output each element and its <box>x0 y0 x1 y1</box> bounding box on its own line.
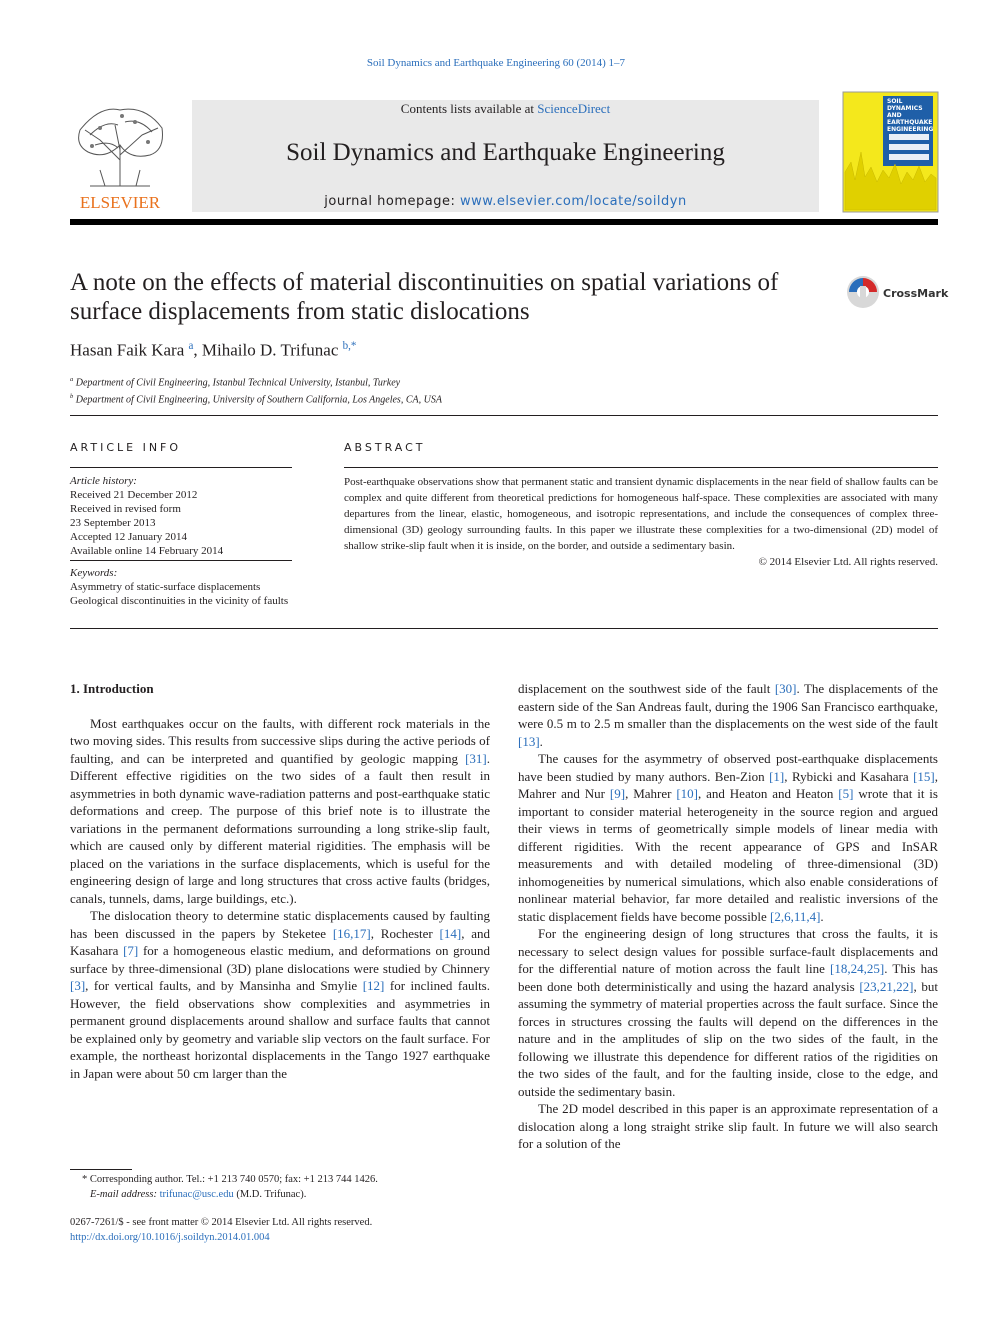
section-heading: 1. Introduction <box>70 681 154 696</box>
history-item: 23 September 2013 <box>70 517 156 529</box>
citation-link[interactable]: [2,6,11,4] <box>769 908 821 924</box>
keywords-label: Keywords: <box>70 567 118 579</box>
divider <box>70 467 292 468</box>
author-name: Mihailo D. Trifunac <box>201 340 339 360</box>
history-item: Available online 14 February 2014 <box>70 545 224 557</box>
doi-link[interactable]: http://dx.doi.org/10.1016/j.soildyn.2014.01.004 <box>70 1231 270 1243</box>
citation-link[interactable]: [7] <box>123 943 139 958</box>
paragraph-text: . This has been done both deterministically and using the hazard analysis <box>518 961 938 994</box>
citation-link[interactable]: [1] <box>769 768 785 784</box>
journal-title: Soil Dynamics and Earthquake Engineering <box>286 139 725 166</box>
paragraph-text: , Rybicki and Kasahara <box>784 768 914 784</box>
paragraph-text: Most earthquakes occur on the faults, with different rock materials in the two moving sides. This results from successive slips during the active periods of faulting, and can be interpreted and quantified by geologic mapping <box>70 715 490 766</box>
citation-link[interactable]: [13] <box>518 733 540 749</box>
paragraph-text: , Mahrer and Nur <box>518 768 939 801</box>
abstract-heading: ABSTRACT <box>344 441 426 454</box>
paragraph-text: , for vertical faults, and by Mansinha and Smylie <box>85 978 363 993</box>
body-column-left <box>70 680 490 1082</box>
citation-link[interactable]: [30] <box>774 681 797 696</box>
footnote <box>70 1173 490 1202</box>
divider <box>70 415 938 416</box>
article-title: A note on the effects of material discontinuities on spatial variations of surface displacements from static dislocations <box>70 269 779 325</box>
body-paragraph <box>70 715 490 908</box>
crossmark-label: CrossMark <box>883 287 949 300</box>
paragraph-text: , Mahrer <box>625 786 677 801</box>
page-footer <box>70 1216 490 1245</box>
citation-link[interactable]: [12] <box>362 978 385 993</box>
body-column-right <box>518 680 938 1153</box>
paragraph-text: for a homogeneous elastic medium, and deformations on ground surface by three-dimensional (3D) plane dislocations were studied by Chinnery <box>70 943 490 976</box>
paragraph-text: wrote that it is important to consider material heterogeneity in the source region and argued their views in terms of geometrically simple models of linear media with different rigidities. With the recent appearance of GPS and InSAR measurements and with detailed modeling of three-dimensional (3D) inhomogeneities by numerical simulations, which also enable considerations of nonlinear material behavior, far more detailed and realistic inversions of the static displacement fields have become possible <box>518 786 938 924</box>
cover-line-4: EARTHQUAKE <box>887 119 933 126</box>
corresponding-author-note: * Corresponding author. Tel.: +1 213 740 0570; fax: +1 213 744 1426. <box>82 1174 378 1185</box>
email-line: E-mail address: trifunac@usc.edu (M.D. Trifunac). <box>90 1188 307 1200</box>
paragraph-text: , Rochester <box>370 925 440 941</box>
paragraph-text: for inclined faults. However, the field observations show complexities and asymmetries in permanent ground displacements around shallow and surface faults that cannot be explained only by geometry and variable slip vectors on the fault surface. For example, the northeast horizontal displacements in the Tango 1927 earthquake in Japan were about 50 cm larger than the <box>70 978 490 1081</box>
affiliation-b: $^b$ Department of Civil Engineering, University of Southern California, Los Angeles, CA, USA <box>70 393 442 406</box>
citation-link[interactable]: [18,24,25] <box>830 961 885 976</box>
cover-line-3: AND <box>887 112 902 119</box>
keyword: Asymmetry of static-surface displacements <box>70 581 261 593</box>
elsevier-wordmark: ELSEVIER <box>79 193 161 212</box>
affiliations <box>70 373 442 408</box>
crossmark-badge[interactable] <box>845 274 949 310</box>
paragraph-text: , but assuming the symmetry of material properties across the fault surface. Since the forces in structures crossing the faults will depend on the differences in the nature and in the amplitudes of slip on the two sides of the fault, in the following we illustrate this dependence for different ratios of the rigidities on the two sides of the fault, and for the faulting inside, close to the edge, and outside the sedimentary basin. <box>518 978 938 1099</box>
footnote-rule <box>70 1169 132 1170</box>
body-paragraph <box>518 680 938 750</box>
journal-citation[interactable]: Soil Dynamics and Earthquake Engineering 60 (2014) 1–7 <box>366 57 626 69</box>
citation-link[interactable]: [16,17] <box>332 925 371 941</box>
article-info-heading: ARTICLE INFO <box>70 441 182 454</box>
citation-link[interactable]: [15] <box>913 768 935 784</box>
paragraph-text: The dislocation theory to determine static displacements caused by faulting has been discussed in the papers by Steketee <box>70 908 490 941</box>
paragraph-group <box>518 680 938 1153</box>
abstract-text: Post-earthquake observations show that permanent static and transient dynamic displacements in the near field of shallow faults can be complex and quite different from theoretical predictions for homogeneous half-space. These complexities are associated with many departures from the linear, elastic, homogeneous, and isotropic representations, and include the consequences of complex three-dimensional (3D) geology surrounding faults. In this paper we illustrate these complexities for a two-dimensional (2D) model of shallow strike-slip fault when it is inside, on the border, and outside a sedimentary basin. <box>344 476 938 552</box>
author-list: Hasan Faik Kara $^a$, Mihailo D. Trifunac $^{b,*}$ <box>70 340 357 360</box>
citation-link[interactable]: [10] <box>676 786 699 801</box>
abstract-body <box>344 474 938 570</box>
paragraph-group <box>70 715 490 1083</box>
citation-link[interactable]: [3] <box>70 978 86 993</box>
paragraph-text: , and Kasahara <box>70 925 490 958</box>
paragraph-text: The causes for the asymmetry of observed post-earthquake displacements have been studied by many authors. Ben-Zion <box>518 751 938 784</box>
issn-line: 0267-7261/$ - see front matter © 2014 Elsevier Ltd. All rights reserved. <box>70 1217 373 1228</box>
body-paragraph <box>518 750 938 925</box>
affiliation-a: $^a$ Department of Civil Engineering, Istanbul Technical University, Istanbul, Turkey <box>70 376 401 389</box>
article-history <box>70 474 292 608</box>
divider <box>70 628 938 629</box>
elsevier-logo <box>70 100 170 212</box>
journal-homepage: journal homepage: www.elsevier.com/locate/soildyn <box>324 194 687 209</box>
paragraph-text: The 2D model described in this paper is an approximate representation of a dislocation along a long straight strike slip fault. In future we will also search for a solution of the <box>518 1101 938 1151</box>
abstract-copyright: © 2014 Elsevier Ltd. All rights reserved. <box>758 556 938 568</box>
body-paragraph <box>518 925 938 1100</box>
body-paragraph <box>518 1100 938 1153</box>
affiliation-marker[interactable]: b,* <box>342 340 357 352</box>
citation-link[interactable]: [14] <box>439 925 462 941</box>
homepage-link[interactable]: www.elsevier.com/locate/soildyn <box>459 194 687 209</box>
citation-link[interactable]: [31] <box>465 750 487 766</box>
header-rule <box>70 219 938 225</box>
affiliation-marker[interactable]: a <box>188 340 194 352</box>
sciencedirect-link[interactable]: ScienceDirect <box>537 101 611 116</box>
paragraph-text: displacement on the southwest side of the fault <box>518 681 775 696</box>
citation-link[interactable]: [5] <box>838 786 854 801</box>
history-item: Received in revised form <box>70 503 181 515</box>
paragraph-text: . <box>539 733 543 749</box>
history-item: Accepted 12 January 2014 <box>70 531 187 543</box>
keyword: Geological discontinuities in the vicinity of faults <box>70 595 289 607</box>
citation-link[interactable]: [23,21,22] <box>859 978 914 994</box>
contents-line: Contents lists available at ScienceDirect <box>400 101 611 116</box>
author-name: Hasan Faik Kara <box>70 340 185 360</box>
divider <box>70 560 292 561</box>
cover-line-2: DYNAMICS <box>887 105 923 112</box>
paragraph-text: , and Heaton and Heaton <box>698 786 839 801</box>
body-paragraph <box>70 907 490 1082</box>
cover-line-5: ENGINEERING <box>887 126 934 133</box>
history-label: Article history: <box>70 475 137 487</box>
paragraph-text: . <box>820 908 824 924</box>
paragraph-text: For the engineering design of long structures that cross the faults, it is necessary to select design values for possible surface-fault displacements and for the differential nature of motion across the fault line <box>518 926 938 976</box>
journal-cover-thumbnail[interactable] <box>843 92 938 212</box>
history-item: Received 21 December 2012 <box>70 489 198 501</box>
paragraph-text: . The displacements of the eastern side of the San Andreas fault, during the 1906 San Francisco earthquake, were 0.5 m to 2.5 m smaller than the displacements on the west side of the fault <box>518 681 938 731</box>
email-link[interactable]: trifunac@usc.edu <box>159 1188 234 1200</box>
citation-link[interactable]: [9] <box>609 786 626 801</box>
paragraph-text: . Different effective rigidities on the two sides of a fault then result in asymmetries in both dynamic wave-radiation patterns and post-earthquake static deformations and creep. The purpose of this brief note is to illustrate the variations in the permanent deformations surrounding a long strike-slip fault, which are caused only by different material rigidities. The emphasis will be placed on the variations in the surface displacements, which is useful for the engineering design of large and long structures that cross active faults (bridges, canals, tunnels, dams, large buildings, etc.). <box>70 750 490 906</box>
divider <box>344 467 938 468</box>
cover-line-1: SOIL <box>887 98 903 105</box>
